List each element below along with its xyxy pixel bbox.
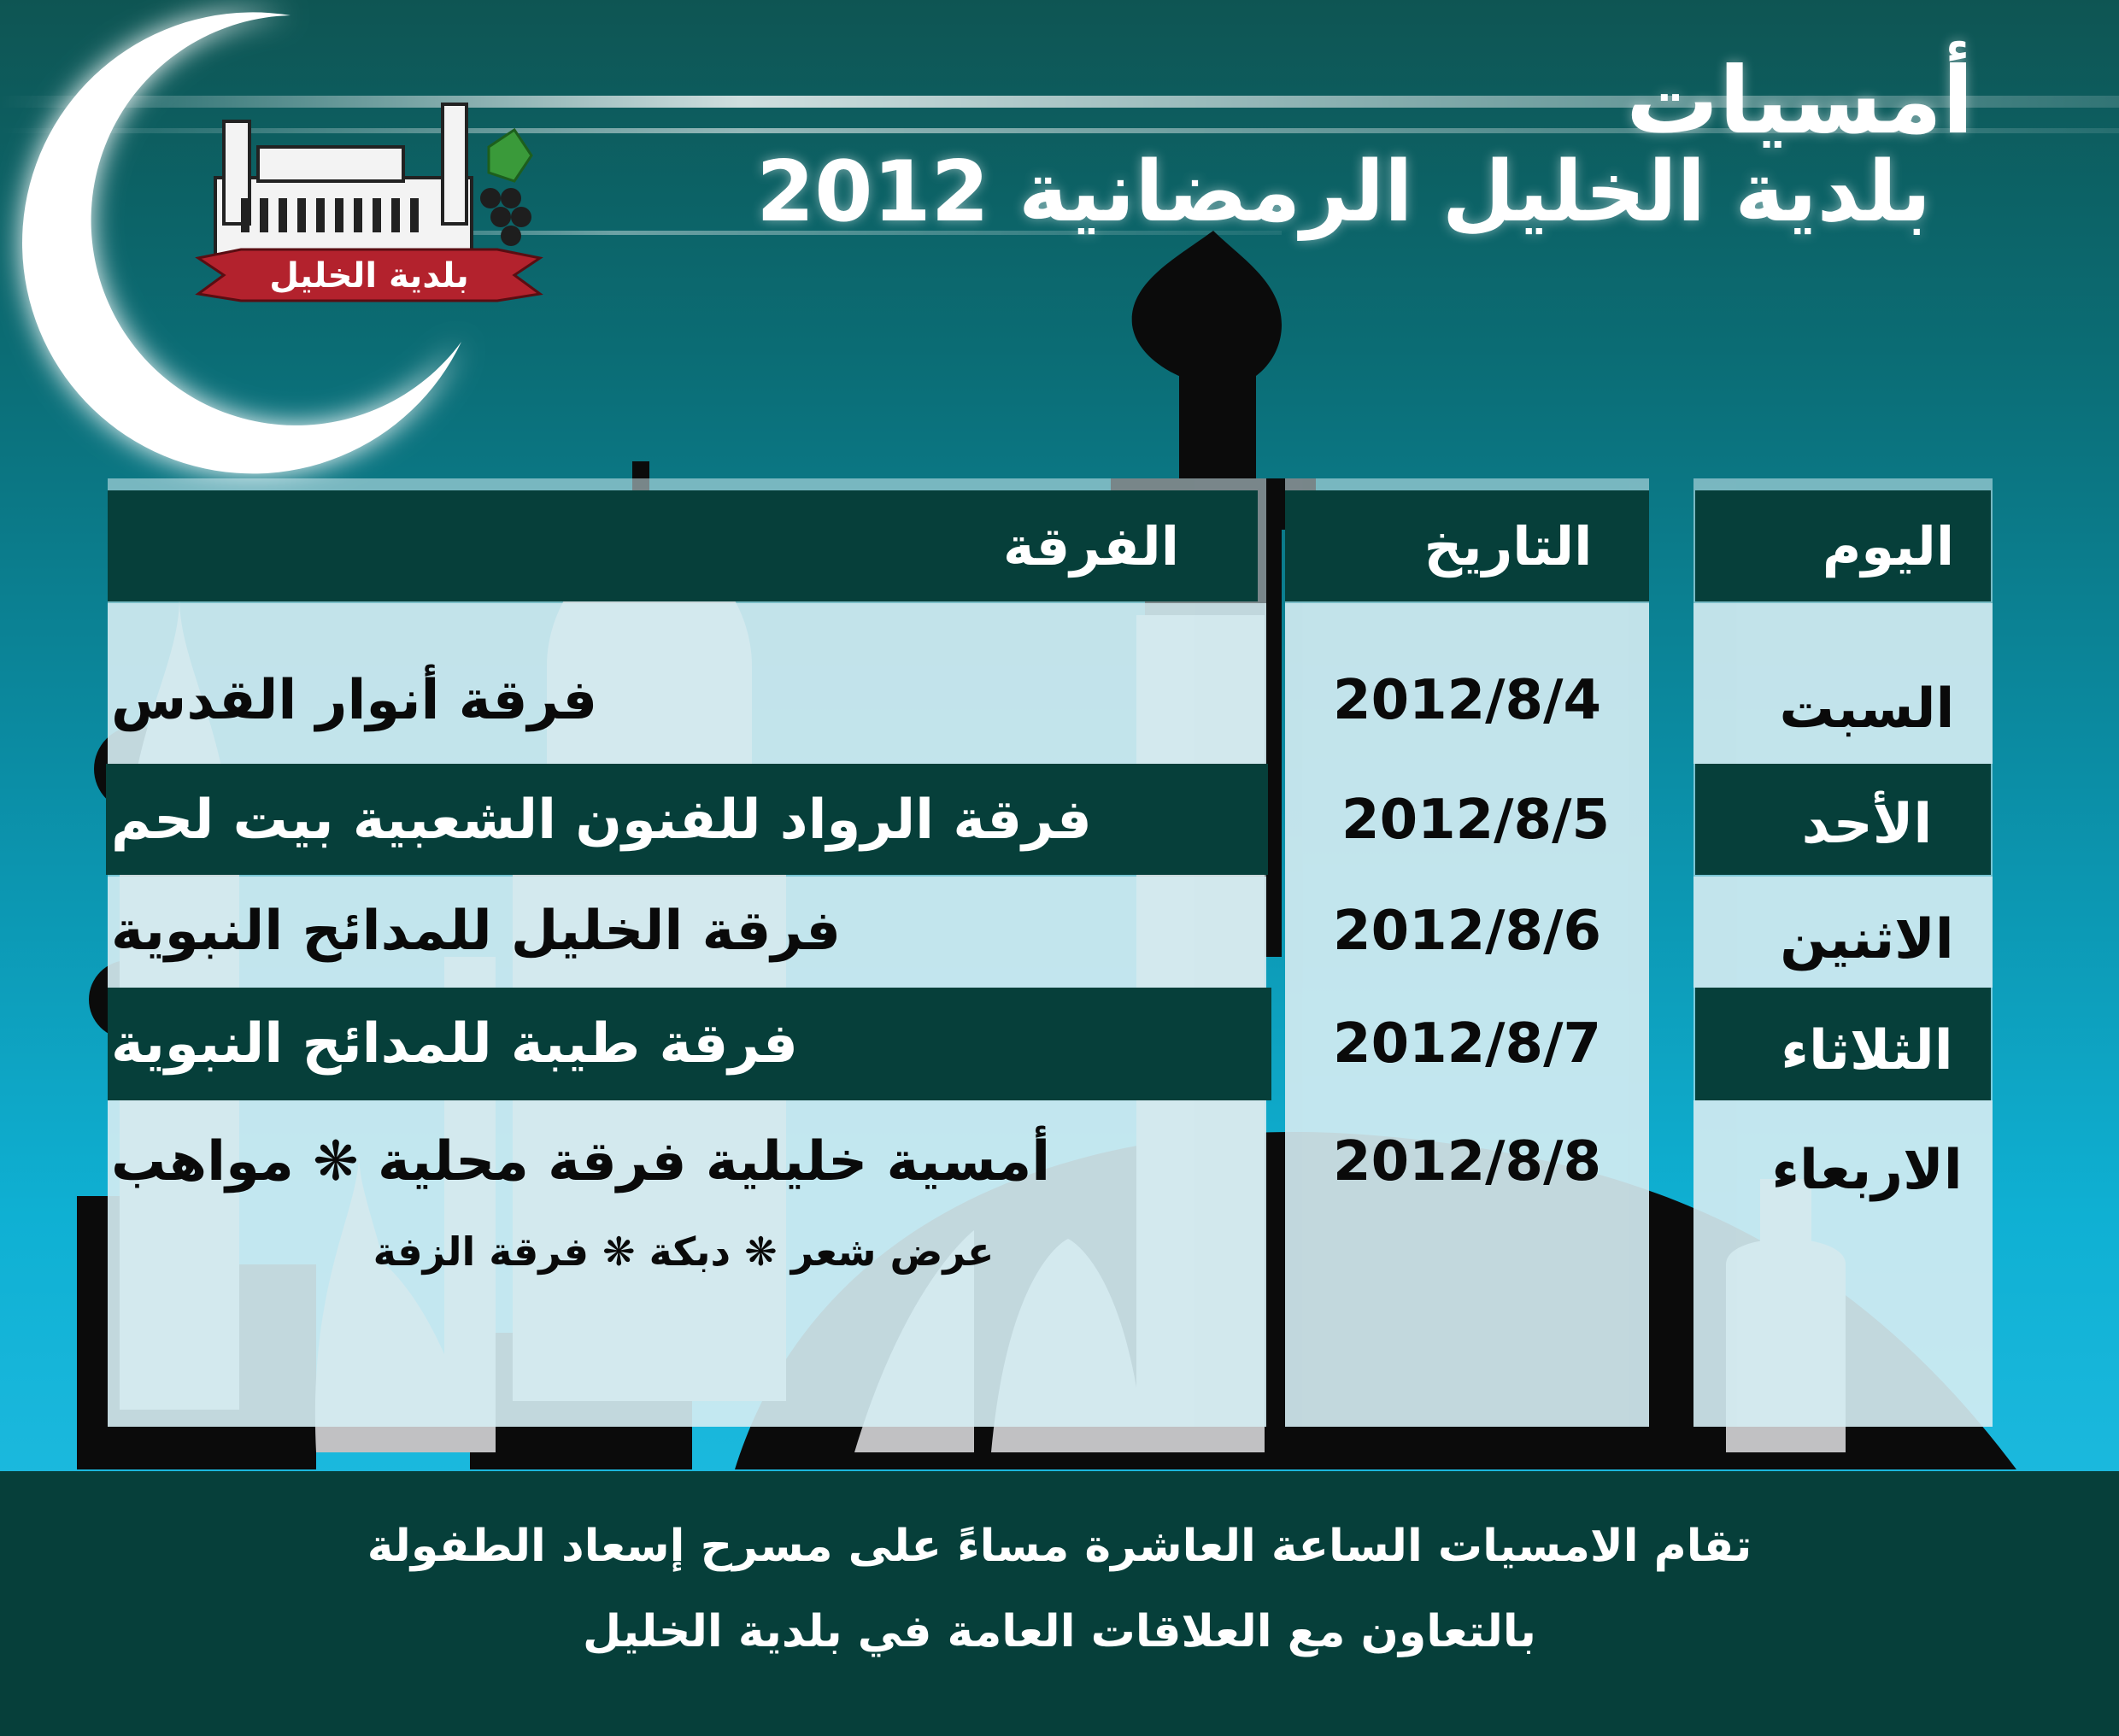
column-header-day: اليوم	[1822, 514, 1955, 578]
table-row-band: فرقة طيبة للمدائح النبوية	[111, 1012, 798, 1076]
logo-text: بلدية الخليل	[269, 256, 469, 296]
grapes-icon	[480, 130, 531, 246]
table-row-date: 2012/8/4	[1333, 669, 1601, 732]
table-row-day: الاثنين	[1780, 908, 1954, 971]
table-extra-line: عرض شعر ❋ دبكة ❋ فرقة الزفة	[373, 1229, 995, 1275]
page-title: أمسيات	[1626, 48, 1974, 155]
table-row-day: الأحد	[1801, 793, 1933, 856]
table-row-date: 2012/8/5	[1341, 789, 1610, 852]
table-row-day: السبت	[1779, 677, 1955, 741]
table-row-band: فرقة الخليل للمدائح النبوية	[111, 900, 842, 963]
column-header-band: الفرقة	[1003, 514, 1179, 578]
table-row-band: فرقة أنوار القدس	[111, 669, 598, 732]
logo-ribbon	[198, 249, 540, 301]
table-row-band: فرقة الرواد للفنون الشعبية بيت لحم	[111, 789, 1092, 852]
table-row-date: 2012/8/8	[1333, 1130, 1601, 1194]
municipality-logo	[190, 96, 557, 314]
building-icon	[215, 104, 472, 255]
footer-line-1: تقام الامسيات الساعة العاشرة مساءً على مسرح إسعاد الطفولة	[367, 1521, 1752, 1572]
table-row-band: أمسية خليلية فرقة محلية ❋ مواهب	[111, 1130, 1051, 1194]
page-subtitle: بلدية الخليل الرمضانية 2012	[756, 144, 1931, 241]
table-row-date: 2012/8/7	[1333, 1012, 1601, 1076]
table-row-day: الاربعاء	[1771, 1139, 1963, 1202]
footer-line-2: بالتعاون مع العلاقات العامة في بلدية الخليل	[583, 1606, 1536, 1657]
table-row-date: 2012/8/6	[1333, 900, 1601, 963]
table-row-day: الثلاثاء	[1781, 1019, 1953, 1082]
column-header-date: التاريخ	[1423, 514, 1593, 578]
